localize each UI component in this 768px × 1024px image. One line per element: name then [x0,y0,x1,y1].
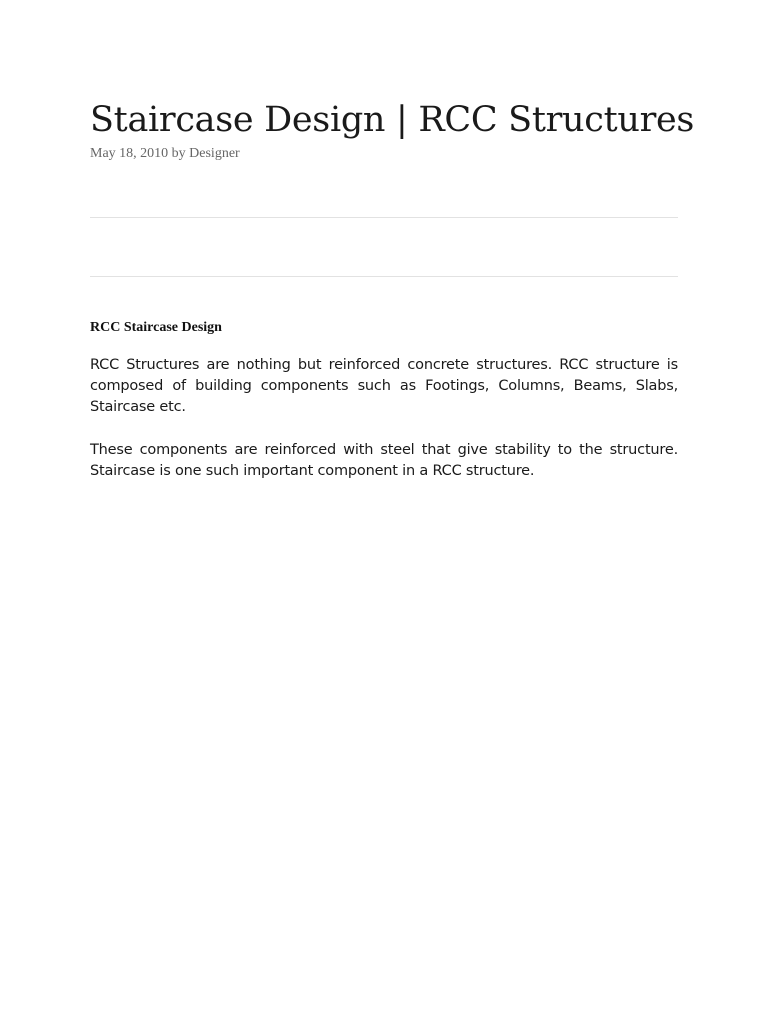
page-title: Staircase Design | RCC Structures [90,100,695,140]
post-meta: May 18, 2010 by Designer [90,146,240,161]
paragraph-2: These components are reinforced with steel that give stability to the structure. Staircase is one such important component in a RCC structure. [90,442,678,479]
section-heading: RCC Staircase Design [90,320,222,335]
divider-bottom [90,276,678,277]
divider-top [90,217,678,218]
paragraph-1: RCC Structures are nothing but reinforced concrete structures. RCC structure is composed of building components such as Footings, Columns, Beams, Slabs, Staircase etc. [90,357,678,415]
